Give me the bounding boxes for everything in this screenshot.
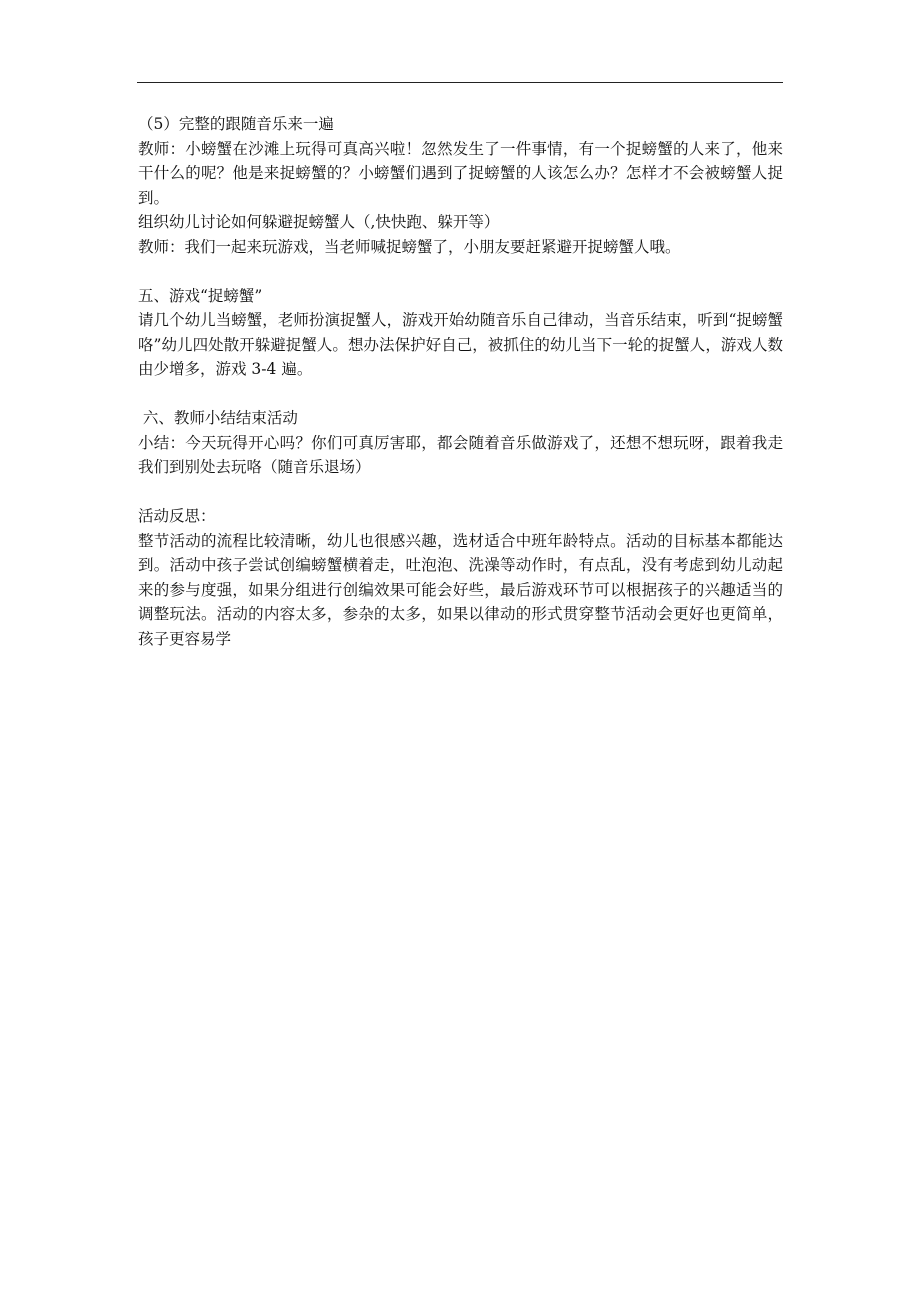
section5-title: 五、游戏“捉螃蟹”: [138, 286, 263, 305]
document-body: [138, 112, 783, 651]
reflection-title: 活动反思：: [138, 507, 216, 525]
spacer: [138, 259, 783, 284]
section5-body: 请几个幼儿当螃蟹，老师扮演捉蟹人，游戏开始幼随音乐自己律动，当音乐结束，听到“捉螃蟹咯”幼儿四处散开躲避捉蟹人。想办法保护好自己，被抓住的幼儿当下一轮的捉蟹人，游戏人数由少增多，游戏 3-4 遍。: [138, 311, 783, 378]
step5-paragraph-teacher: 教师：小螃蟹在沙滩上玩得可真高兴啦！忽然发生了一件事情，有一个捉螃蟹的人来了，他来干什么的呢？他是来捉螃蟹的？小螃蟹们遇到了捉螃蟹的人该怎么办？怎样才不会被螃蟹人捉到。: [138, 139, 783, 207]
step5-paragraph-game-intro: 教师：我们一起来玩游戏，当老师喊捉螃蟹了，小朋友要赶紧避开捉螃蟹人哦。: [138, 237, 681, 256]
reflection-body: 整节活动的流程比较清晰，幼儿也很感兴趣，选材适合中班年龄特点。活动的目标基本都能达到。活动中孩子尝试创编螃蟹横着走，吐泡泡、洗澡等动作时，有点乱，没有考虑到幼儿动起来的参与度强，如果分组进行创编效果可能会好些，最后游戏环节可以根据孩子的兴趣适当的调整玩法。活动的内容太多，参杂的太多，如果以律动的形式贯穿整节活动会更好也更简单，孩子更容易学: [138, 531, 783, 648]
section6-body: 小结：今天玩得开心吗？你们可真厉害耶，都会随着音乐做游戏了，还想不想玩呀，跟着我走我们到别处去玩咯（随音乐退场）: [138, 433, 783, 476]
section6-title: 六、教师小结结束活动: [138, 409, 298, 427]
header-rule: [137, 82, 783, 83]
step5-title: （5）完整的跟随音乐来一遍: [138, 115, 334, 133]
spacer: [138, 480, 783, 505]
step5-paragraph-discussion: 组织幼儿讨论如何躲避捉螃蟹人（,快快跑、躲开等）: [138, 213, 500, 231]
spacer: [138, 382, 783, 407]
